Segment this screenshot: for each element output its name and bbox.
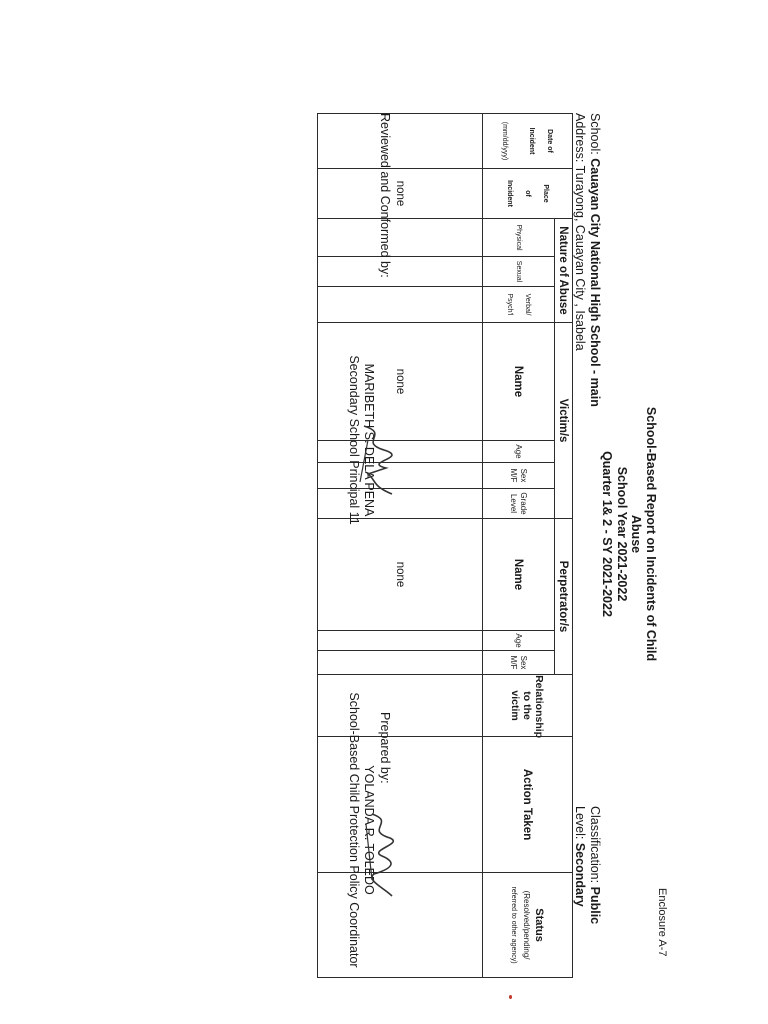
cell-place: none [318, 169, 483, 219]
col-verbal-psych [483, 287, 555, 323]
relationship-1: Relationship [533, 675, 546, 739]
school-label: School: [588, 113, 602, 155]
cell-victim-age [318, 441, 483, 463]
col-perpetrators: Perpetrator/s [555, 519, 573, 675]
col-physical: Physical [483, 219, 555, 257]
perp-sex-label: Sex [519, 655, 529, 670]
level-value: Secondary [573, 842, 587, 907]
reviewer-signature-icon [354, 420, 398, 500]
relationship-3: victim [509, 690, 522, 721]
reviewed-label: Reviewed and Conformed by: [378, 113, 392, 278]
school-line [587, 113, 602, 407]
address-line [572, 113, 587, 351]
victim-sex-label: Sex [519, 468, 529, 483]
col-perp-sex [483, 651, 555, 675]
col-perp-age: Age [483, 631, 555, 651]
preparer-signature-icon [358, 810, 402, 900]
col-victim-name: Name [483, 323, 555, 441]
col-victim-sex [483, 463, 555, 489]
preparer-name: YOLANDA R. TOLEDO [362, 765, 376, 895]
classification-line [587, 806, 602, 924]
address-label: Address: [573, 113, 587, 163]
grade-level-label: Level [509, 493, 519, 514]
status-sub: (Resolved/pending/ [522, 890, 532, 960]
enclosure-label: Enclosure A-7 [656, 888, 668, 957]
col-relationship [483, 675, 573, 737]
grade-label: Grade [519, 492, 529, 515]
header-row-1 [555, 114, 573, 978]
reviewer-signature-block [346, 320, 376, 560]
report-title [600, 404, 658, 664]
col-date [483, 114, 573, 169]
cell-perp-name: none [318, 519, 483, 631]
date-h1: Date of [546, 129, 554, 153]
cell-grade [318, 489, 483, 519]
col-nature-of-abuse: Nature of Abuse [555, 219, 573, 323]
place-h2: of [524, 190, 531, 197]
col-sexual: Sexual [483, 257, 555, 287]
col-victims: Victim/s [555, 323, 573, 519]
cell-verbal [318, 287, 483, 323]
title-line-2: School Year 2021-2022 [615, 466, 629, 602]
classification-label: Classification: [588, 806, 602, 884]
relationship-2: to the [521, 691, 534, 720]
cell-sexual [318, 257, 483, 287]
date-h3: (mm/dd/yyy) [501, 121, 509, 161]
preparer-title: School-Based Child Protection Policy Coordinator [347, 692, 361, 968]
place-h3: Incident [506, 180, 513, 207]
col-action-taken: Action Taken [483, 737, 573, 873]
reviewer-title: Secondary School Principal 11 [347, 355, 361, 525]
cell-victim-sex [318, 463, 483, 489]
col-grade-level [483, 489, 555, 519]
cell-perp-sex [318, 651, 483, 675]
col-perp-name: Name [483, 519, 555, 631]
victim-mf-label: M/F [509, 468, 519, 483]
col-victim-age: Age [483, 441, 555, 463]
status-sub2: referred to other agency) [510, 886, 518, 964]
preparer-signature-block [346, 680, 376, 980]
perp-mf-label: M/F [509, 655, 519, 670]
red-mark [509, 995, 512, 999]
col-status [483, 873, 573, 978]
cell-physical [318, 219, 483, 257]
psych-label: Psych'l [506, 293, 513, 316]
cell-date [318, 114, 483, 169]
reviewer-name: MARIBETH S. DELA PENA [362, 363, 376, 517]
prepared-label: Prepared by: [378, 712, 392, 784]
level-line [572, 806, 587, 907]
place-h1: Place [542, 184, 549, 203]
cell-relationship [318, 675, 483, 737]
cell-perp-age [318, 631, 483, 651]
school-name: Cauayan City National High School - main [588, 158, 602, 407]
address-value: Turayong, Cauayan City , Isabela [573, 165, 587, 351]
date-h2: Incident [528, 127, 536, 155]
verbal-label: Verbal/ [524, 293, 531, 316]
title-line-1: School-Based Report on Incidents of Child Abuse [629, 406, 658, 662]
level-label: Level: [573, 806, 587, 840]
col-place [483, 169, 573, 219]
classification-value: Public [588, 886, 602, 925]
title-line-3: Quarter 1& 2 - SY 2021-2022 [600, 451, 615, 617]
cell-victim-name: none [318, 323, 483, 441]
status-title: Status [533, 908, 546, 942]
